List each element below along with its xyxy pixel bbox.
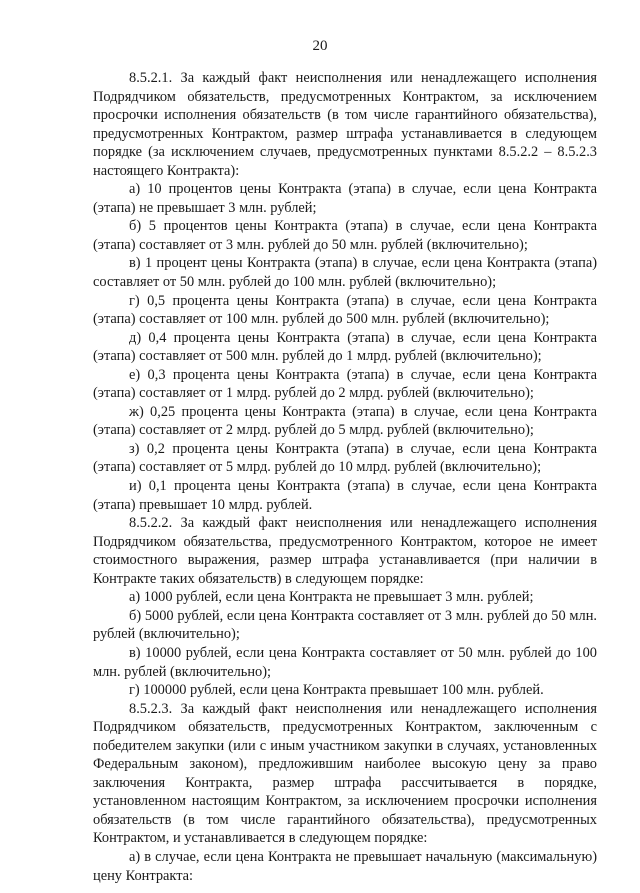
text-line: предусмотренных Контрактом, размер штрафа устанавливается в следующем (93, 125, 597, 142)
text-line: заключения Контракта, размер штрафа рассчитывается в порядке, (93, 774, 597, 791)
text-line: млн. рублей (включительно); (93, 663, 272, 680)
text-line: е) 0,3 процента цены Контракта (этапа) в случае, если цена Контракта (129, 366, 597, 383)
text-line: (этапа) составляет от 500 млн. рублей до 1 млрд. рублей (включительно); (93, 348, 542, 365)
text-line: настоящего Контракта): (93, 162, 240, 179)
text-line: просрочки исполнения обязательств (в том числе гарантийного обязательства), (93, 107, 597, 124)
page-number: 20 (312, 38, 328, 54)
text-line: обязательств (в том числе гарантийного обязательства), предусмотренных (93, 811, 597, 828)
text-line: г) 0,5 процента цены Контракта (этапа) в случае, если цена Контракта (129, 292, 597, 309)
text-line: (этапа) составляет от 2 млрд. рублей до 5 млрд. рублей (включительно); (93, 422, 534, 439)
text-line: (этапа) составляет от 100 млн. рублей до 500 млн. рублей (включительно); (93, 311, 550, 328)
text-line: 8.5.2.1. За каждый факт неисполнения или ненадлежащего исполнения (129, 70, 597, 86)
text-line: (этапа) составляет от 5 млрд. рублей до 10 млрд. рублей (включительно); (93, 459, 542, 476)
text-line: ж) 0,25 процента цены Контракта (этапа) в случае, если цена Контракта (129, 403, 597, 420)
text-line: (этапа) не превышает 3 млн. рублей; (93, 199, 317, 216)
text-line: в) 1 процент цены Контракта (этапа) в случае, если цена Контракта (этапа) (129, 255, 597, 272)
text-line: Подрядчиком обязательств, предусмотренных Контрактом, за исключением (93, 88, 597, 105)
text-line: 8.5.2.3. За каждый факт неисполнения или ненадлежащего исполнения (129, 700, 597, 717)
text-line: д) 0,4 процента цены Контракта (этапа) в случае, если цена Контракта (129, 329, 597, 346)
text-line: 8.5.2.2. За каждый факт неисполнения или ненадлежащего исполнения (129, 515, 597, 532)
text-line: порядке (за исключением случаев, предусмотренных пунктами 8.5.2.2 – 8.5.2.3 (93, 144, 597, 161)
text-line: и) 0,1 процента цены Контракта (этапа) в случае, если цена Контракта (129, 478, 597, 495)
text-line: (этапа) составляет от 3 млн. рублей до 50 млн. рублей (включительно); (93, 236, 528, 253)
text-line: б) 5 процентов цены Контракта (этапа) в случае, если цена Контракта (129, 218, 597, 235)
text-line: (этапа) превышает 10 млрд. рублей. (93, 496, 313, 513)
text-line: рублей (включительно); (93, 626, 240, 643)
text-line: победителем закупки (или с иным участником закупки в случаях, установленных (93, 737, 597, 754)
text-line: Подрядчиком обязательств, предусмотренных Контрактом, заключенным с (93, 719, 597, 736)
text-line: Федеральным законом), предложившим наиболее высокую цену за право (93, 756, 597, 773)
text-line: а) 1000 рублей, если цена Контракта не превышает 3 млн. рублей; (129, 589, 534, 606)
text-line: составляет от 50 млн. рублей до 100 млн. рублей (включительно); (93, 274, 497, 291)
document-body (93, 69, 597, 885)
text-line: (этапа) составляет от 1 млрд. рублей до 2 млрд. рублей (включительно); (93, 385, 534, 402)
text-line: а) 10 процентов цены Контракта (этапа) в случае, если цена Контракта (129, 181, 597, 198)
text-line: стоимостного выражения, размер штрафа устанавливается (при наличии в (93, 552, 597, 569)
text-line: цену Контракта: (93, 867, 194, 884)
text-line: б) 5000 рублей, если цена Контракта составляет от 3 млн. рублей до 50 млн. (129, 607, 597, 624)
text-line: в) 10000 рублей, если цена Контракта составляет от 50 млн. рублей до 100 (129, 644, 597, 661)
text-line: Подрядчиком обязательства, предусмотренного Контрактом, которое не имеет (93, 533, 597, 550)
text-line: г) 100000 рублей, если цена Контракта превышает 100 млн. рублей. (129, 682, 544, 699)
text-line: а) в случае, если цена Контракта не превышает начальную (максимальную) (129, 848, 597, 865)
text-line: установленном настоящим Контрактом, за исключением просрочки исполнения (93, 793, 597, 810)
text-line: з) 0,2 процента цены Контракта (этапа) в случае, если цена Контракта (129, 440, 597, 457)
text-line: Контрактом, и устанавливается в следующем порядке: (93, 830, 428, 847)
text-line: Контракте таких обязательств) в следующем порядке: (93, 570, 424, 587)
